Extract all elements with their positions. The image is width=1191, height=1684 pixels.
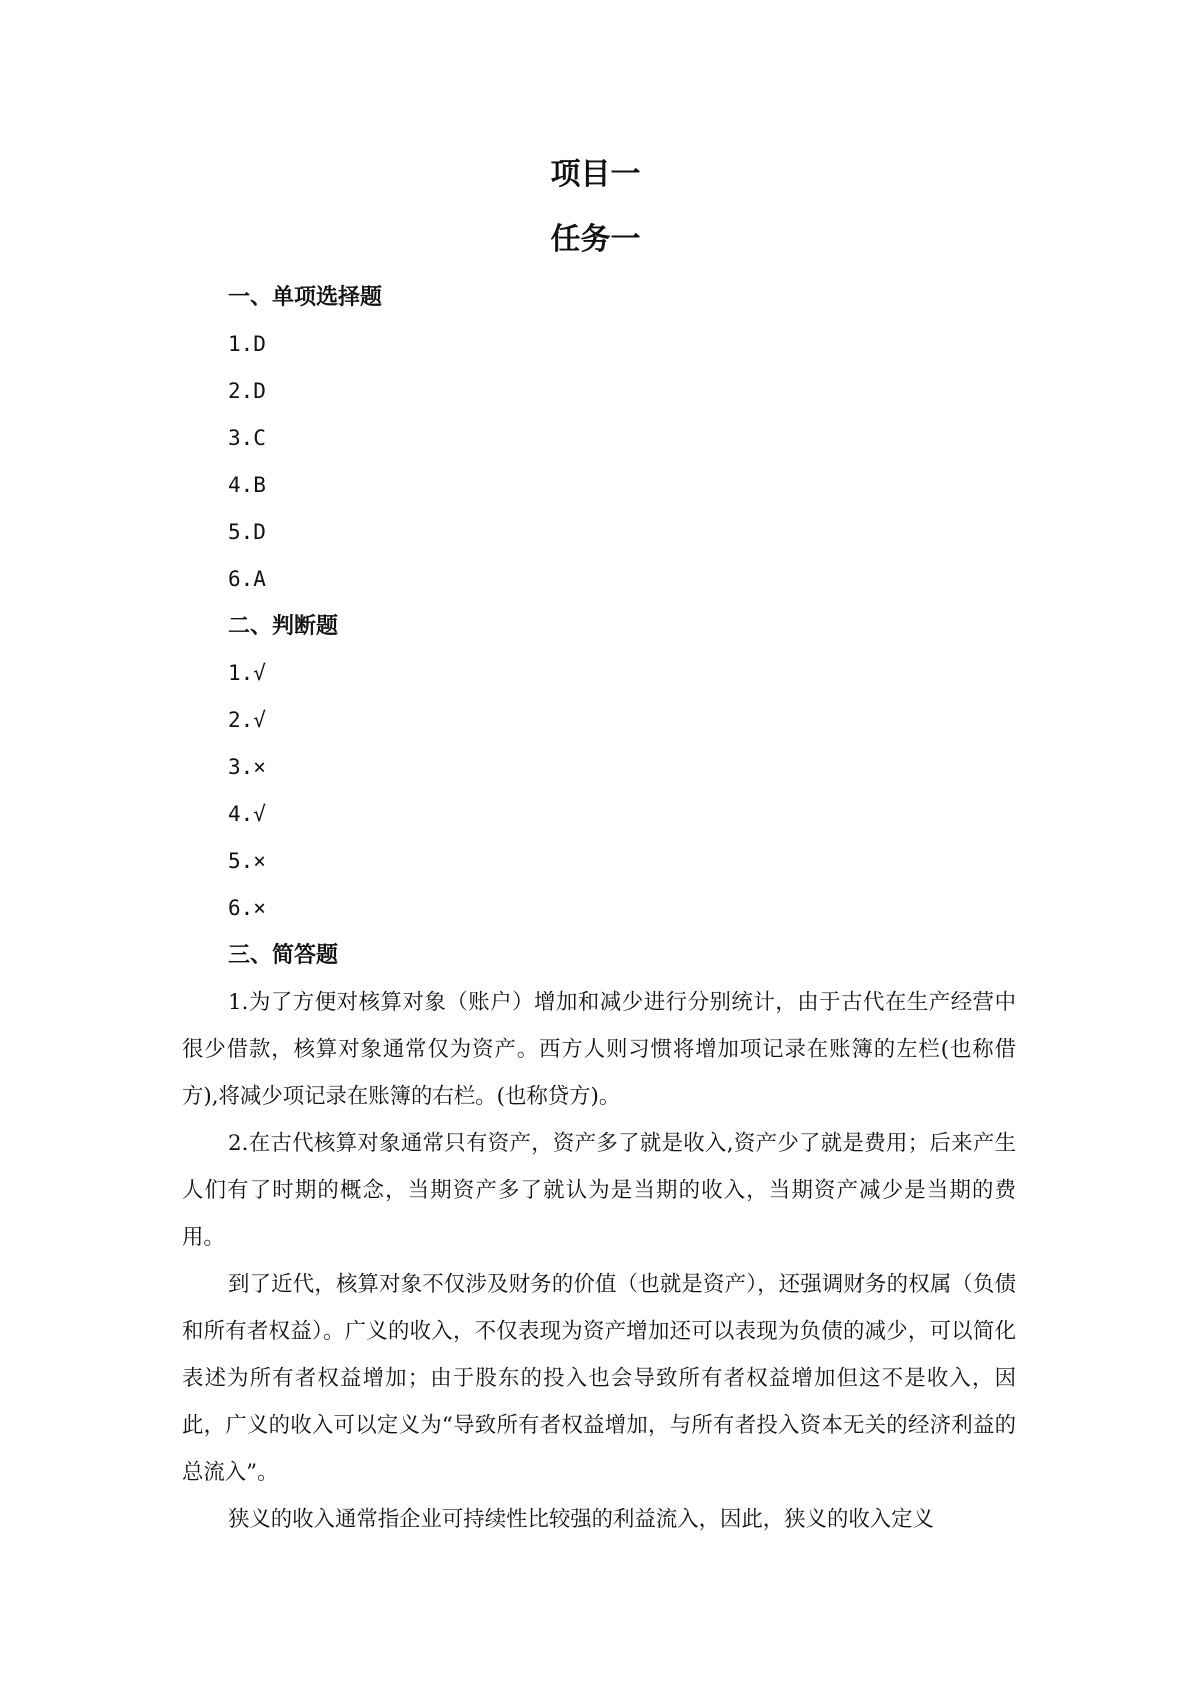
- answer-item: 6.A: [228, 567, 266, 591]
- answer-item: 3.×: [228, 755, 266, 779]
- section-heading-single-choice: 一、单项选择题: [228, 285, 383, 310]
- answer-paragraph: 2.在古代核算对象通常只有资产，资产多了就是收入,资产少了就是费用；后来产生人们有了时期的概念，当期资产多了就认为是当期的收入，当期资产减少是当期的费用。: [182, 1131, 1016, 1250]
- answer-item: 1.√: [228, 661, 266, 685]
- answer-item: 5.×: [228, 849, 266, 873]
- section-heading-short-answer: 三、简答题: [228, 943, 339, 968]
- answer-paragraph: 狭义的收入通常指企业可持续性比较强的利益流入，因此，狭义的收入定义: [228, 1507, 934, 1532]
- answer-item: 1.D: [228, 332, 266, 356]
- section-heading-true-false: 二、判断题: [228, 614, 339, 639]
- document-body: [182, 274, 1016, 1543]
- answer-item: 3.C: [228, 426, 266, 450]
- answer-item: 2.D: [228, 379, 266, 403]
- answer-item: 5.D: [228, 520, 266, 544]
- answer-item: 4.√: [228, 802, 266, 826]
- document-title: 项目一: [550, 157, 641, 192]
- answer-item: 2.√: [228, 708, 266, 732]
- answer-paragraph: 1.为了方便对核算对象（账户）增加和减少进行分别统计，由于古代在生产经营中很少借款，核算对象通常仅为资产。西方人则习惯将增加项记录在账簿的左栏(也称借方),将减少项记录在账簿的右栏。(也称贷方)。: [182, 990, 1016, 1109]
- answer-paragraph: 到了近代，核算对象不仅涉及财务的价值（也就是资产），还强调财务的权属（负债和所有者权益）。广义的收入，不仅表现为资产增加还可以表现为负债的减少，可以简化表述为所有者权益增加；由于股东的投入也会导致所有者权益增加但这不是收入，因此，广义的收入可以定义为“导致所有者权益增加，与所有者投入资本无关的经济利益的总流入”。: [182, 1272, 1016, 1485]
- answer-item: 6.×: [228, 896, 266, 920]
- answer-item: 4.B: [228, 473, 266, 497]
- document-subtitle: 任务一: [550, 222, 641, 257]
